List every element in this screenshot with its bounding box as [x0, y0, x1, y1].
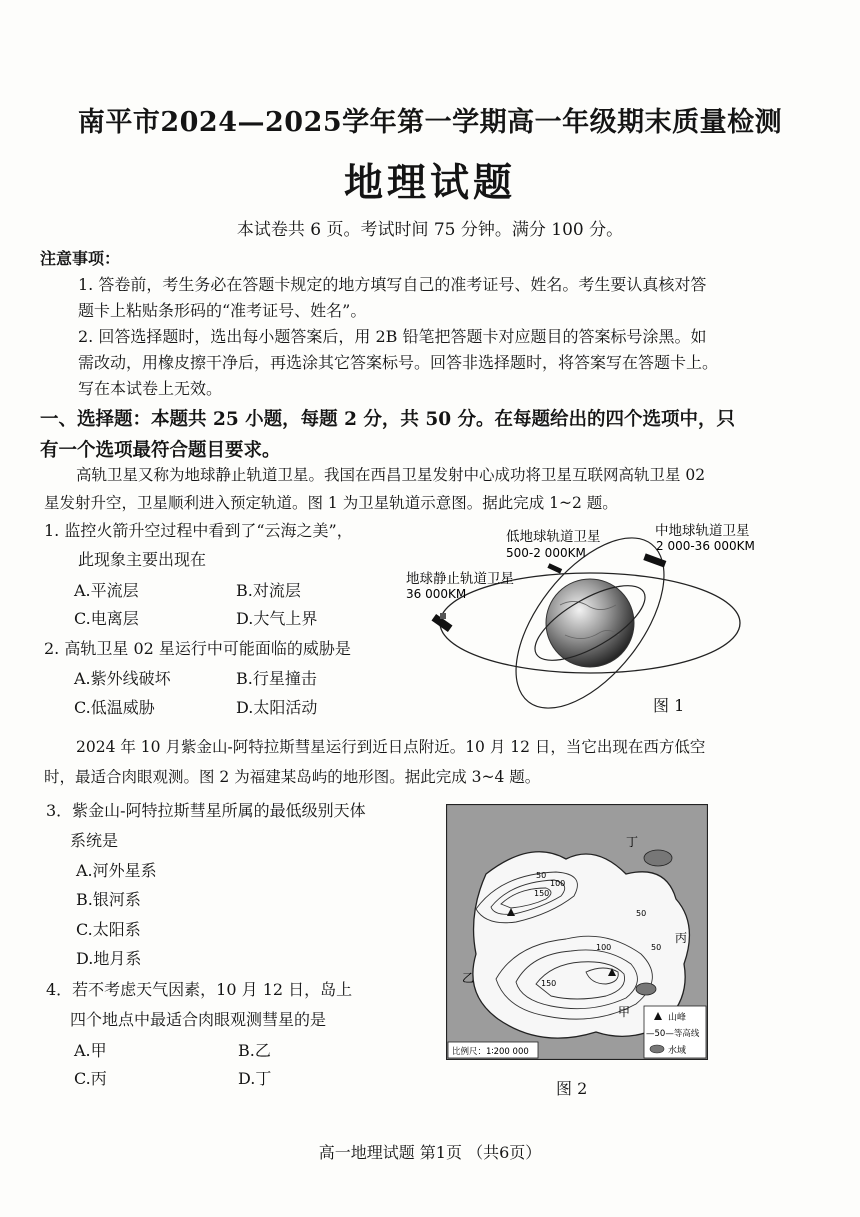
contour-label: 50 [636, 909, 647, 918]
place-ding: 丁 [626, 835, 639, 849]
low-orbit-satellite-icon [547, 563, 562, 573]
q2-option-a: A.紫外线破坏 [74, 669, 171, 688]
page-footer: 高一地理试题 第1页 （共6页） [318, 1143, 542, 1162]
contour-label: 150 [534, 889, 550, 898]
q4-option-a: A.甲 [74, 1041, 107, 1060]
notice-item2-line1: 2. 回答选择题时，选出每小题答案后，用 2B 铅笔把答题卡对应题目的答案标号涂黑。如 [78, 327, 707, 346]
intro1-line1: 高轨卫星又称为地球静止轨道卫星。我国在西昌卫星发射中心成功将卫星互联网高轨卫星 02 [76, 466, 706, 484]
geo-orbit-label: 地球静止轨道卫星 [406, 571, 514, 587]
q1-option-b: B.对流层 [236, 581, 301, 600]
figure2-island-map [446, 804, 708, 1060]
place-bing: 丙 [675, 931, 688, 945]
mid-orbit-label: 中地球轨道卫星 [655, 523, 750, 539]
geo-satellite-icon [432, 613, 453, 632]
q4-option-b: B.乙 [238, 1041, 271, 1060]
contour-label: 100 [550, 879, 566, 888]
legend-peak-label: 山峰 [668, 1013, 687, 1023]
q1-stem-line2: 此现象主要出现在 [78, 550, 207, 569]
q2-option-b: B.行星撞击 [236, 669, 317, 688]
subject-title: 地理试题 [343, 160, 516, 206]
notice-item2-line2: 需改动，用橡皮擦干净后，再选涂其它答案标号。回答非选择题时，将答案写在答题卡上。 [78, 353, 719, 372]
q4-option-c: C.丙 [74, 1069, 107, 1088]
notice-item1-line2: 题卡上粘贴条形码的“准考证号、姓名”。 [78, 301, 367, 320]
section-heading-line1: 一、选择题：本题共 25 小题，每题 2 分，共 50 分。在每题给出的四个选项中，只 [40, 409, 736, 430]
q1-option-a: A.平流层 [74, 581, 139, 600]
contour-label: 100 [596, 943, 612, 952]
q1-stem-line1: 1. 监控火箭升空过程中看到了“云海之美”， [44, 521, 353, 540]
mid-orbit-altitude: 2 000-36 000KM [656, 539, 755, 553]
q4-stem-line2: 四个地点中最适合肉眼观测彗星的是 [70, 1010, 327, 1029]
q1-option-d: D.大气上界 [236, 609, 318, 628]
earth-globe [546, 579, 634, 667]
legend-water-icon [650, 1045, 664, 1053]
q3-option-d: D.地月系 [76, 949, 142, 968]
q2-option-c: C.低温威胁 [74, 698, 155, 717]
q3-option-a: A.河外星系 [76, 861, 157, 880]
q1-option-c: C.电离层 [74, 609, 139, 628]
q3-option-b: B.银河系 [76, 890, 141, 909]
contour-label: 50 [536, 871, 547, 880]
notice-heading: 注意事项： [40, 249, 121, 268]
figure1-orbit-diagram [400, 515, 780, 720]
q2-option-d: D.太阳活动 [236, 698, 318, 717]
map-scale: 比例尺：1∶200 000 [452, 1047, 529, 1057]
figure1-caption: 图 1 [653, 696, 685, 715]
q3-stem-line1: 3．紫金山-阿特拉斯彗星所属的最低级别天体 [46, 801, 366, 820]
water-body-south [636, 983, 656, 995]
q4-option-d: D.丁 [238, 1069, 272, 1088]
contour-label: 50 [651, 943, 662, 952]
contour-label: 150 [541, 979, 557, 988]
q3-option-c: C.太阳系 [76, 920, 141, 939]
place-yi: 乙 [462, 971, 475, 985]
figure2-caption: 图 2 [556, 1079, 588, 1098]
map-legend [644, 1006, 706, 1058]
intro1-line2: 星发射升空，卫星顺利进入预定轨道。图 1 为卫星轨道示意图。据此完成 1~2 题。 [44, 494, 618, 512]
legend-contour-label: —50—等高线 [646, 1029, 700, 1039]
notice-item1-line1: 1. 答卷前，考生务必在答题卡规定的地方填写自己的准考证号、姓名。考生要认真核对答 [78, 275, 707, 294]
intro2-line2: 时，最适合肉眼观测。图 2 为福建某岛屿的地形图。据此完成 3~4 题。 [44, 768, 541, 786]
geo-orbit-altitude: 36 000KM [406, 587, 467, 601]
legend-water-label: 水域 [668, 1046, 687, 1056]
q2-stem: 2. 高轨卫星 02 星运行中可能面临的威胁是 [44, 639, 351, 658]
low-orbit-label: 低地球轨道卫星 [506, 529, 601, 545]
intro2-line1: 2024 年 10 月紫金山-阿特拉斯彗星运行到近日点附近。10 月 12 日，当它出现在西方低空 [76, 738, 706, 756]
place-jia: 甲 [618, 1005, 631, 1019]
water-body-north [644, 850, 672, 866]
q3-stem-line2: 系统是 [70, 831, 119, 850]
low-orbit-altitude: 500-2 000KM [506, 546, 586, 560]
q4-stem-line1: 4．若不考虑天气因素，10 月 12 日，岛上 [46, 980, 353, 999]
exam-info: 本试卷共 6 页。考试时间 75 分钟。满分 100 分。 [236, 220, 624, 240]
mid-orbit-satellite-icon [643, 553, 666, 567]
exam-title: 南平市2024—2025学年第一学期高一年级期末质量检测 [77, 107, 783, 138]
section-heading-line2: 有一个选项最符合题目要求。 [40, 440, 281, 461]
notice-item2-line3: 写在本试卷上无效。 [78, 379, 223, 398]
